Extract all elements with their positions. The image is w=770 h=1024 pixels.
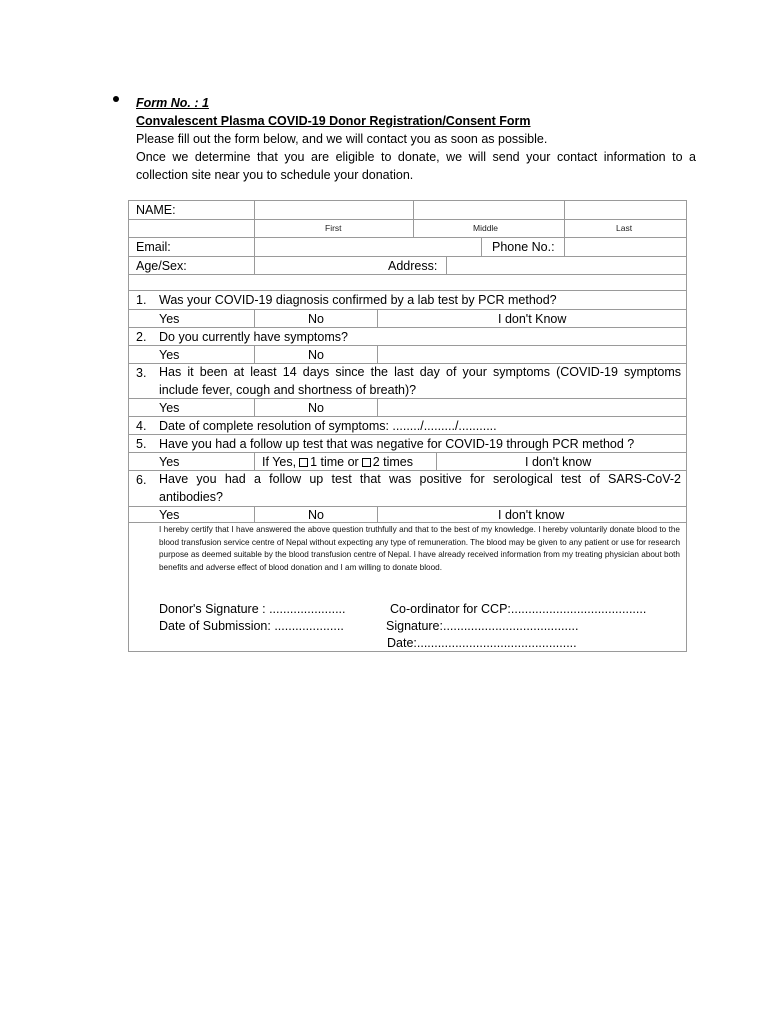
q5-two-times-checkbox[interactable]: [362, 458, 371, 467]
q1-yes-option[interactable]: Yes: [159, 312, 180, 326]
coordinator-date-field[interactable]: Date:..............................................: [387, 636, 577, 650]
registration-form-table: [128, 200, 687, 652]
q3-number: 3.: [136, 366, 147, 380]
q5-text: Have you had a follow up test that was negative for COVID-19 through PCR method ?: [159, 437, 635, 451]
address-field[interactable]: [447, 257, 686, 274]
form-number: Form No. : 1: [136, 96, 209, 110]
q6-yes-option[interactable]: Yes: [159, 508, 180, 522]
coordinator-field[interactable]: Co-ordinator for CCP:.......................................: [390, 602, 647, 616]
address-label: Address:: [388, 259, 438, 273]
middle-label: Middle: [473, 223, 499, 233]
q5-one-time-label: 1 time or: [310, 455, 359, 469]
instruction-line-2: Once we determine that you are eligible to donate, we will send your contact information to a collection site near you to schedule your donation.: [136, 150, 696, 182]
q4-number: 4.: [136, 419, 147, 433]
q5-yes-option[interactable]: Yes: [159, 455, 180, 469]
q3-text: Has it been at least 14 days since the last day of your symptoms (COVID-19 symptoms include fever, cough and shortness of breath)?: [159, 365, 681, 397]
q6-dont-know-option[interactable]: I don't know: [498, 508, 565, 522]
q6-no-option[interactable]: No: [308, 508, 324, 522]
q5-dont-know-option[interactable]: I don't know: [525, 455, 592, 469]
q1-number: 1.: [136, 293, 147, 307]
first-name-field[interactable]: [255, 201, 413, 219]
name-label: NAME:: [136, 203, 176, 217]
q6-text: Have you had a follow up test that was positive for serological test of SARS-CoV-2 antibodies?: [159, 472, 681, 504]
age-sex-field[interactable]: [255, 257, 375, 274]
date-of-submission-field[interactable]: Date of Submission: ....................: [159, 619, 344, 633]
middle-name-field[interactable]: [414, 201, 564, 219]
q1-dont-know-option[interactable]: I don't Know: [498, 312, 567, 326]
q5-if-yes-group: [262, 454, 413, 470]
phone-label: Phone No.:: [492, 240, 555, 254]
last-label: Last: [616, 223, 633, 233]
q4-text: Date of complete resolution of symptoms: ......../........./...........: [159, 419, 497, 433]
bullet-icon: [113, 96, 119, 102]
certification-text: I hereby certify that I have answered the above question truthfully and that to the best of my knowledge. I hereby voluntarily donate blood to the blood transfusion service centre of Nepal without expecting any type of remuneration. The blood may be given to any patient or use for research purpose as deemed suitable by the blood transfusion centre of Nepal. I have already received information from my treating physician about both benefits and adverse effect of blood donation and I am willing to donate blood.: [159, 525, 680, 572]
q5-two-times-label: 2 times: [372, 455, 413, 469]
email-label: Email:: [136, 240, 171, 254]
age-sex-label: Age/Sex:: [136, 259, 187, 273]
q6-number: 6.: [136, 473, 147, 487]
first-label: First: [325, 223, 342, 233]
q1-text: Was your COVID-19 diagnosis confirmed by a lab test by PCR method?: [159, 293, 557, 307]
q2-yes-option[interactable]: Yes: [159, 348, 180, 362]
q2-number: 2.: [136, 330, 147, 344]
email-field[interactable]: [255, 238, 481, 256]
q3-yes-option[interactable]: Yes: [159, 401, 180, 415]
form-title: Convalescent Plasma COVID-19 Donor Registration/Consent Form: [136, 114, 531, 128]
q1-no-option[interactable]: No: [308, 312, 324, 326]
q3-no-option[interactable]: No: [308, 401, 324, 415]
q5-one-time-checkbox[interactable]: [299, 458, 308, 467]
instruction-line-1: Please fill out the form below, and we will contact you as soon as possible.: [136, 132, 548, 146]
q2-no-option[interactable]: No: [308, 348, 324, 362]
q2-text: Do you currently have symptoms?: [159, 330, 348, 344]
coordinator-signature-field[interactable]: Signature:.......................................: [386, 619, 579, 633]
last-name-field[interactable]: [565, 201, 686, 219]
phone-field[interactable]: [565, 238, 686, 256]
form-header: [136, 94, 696, 184]
q5-if-yes-label: If Yes,: [262, 455, 297, 469]
q5-number: 5.: [136, 437, 147, 451]
donor-signature-field[interactable]: Donor's Signature : ......................: [159, 602, 346, 616]
